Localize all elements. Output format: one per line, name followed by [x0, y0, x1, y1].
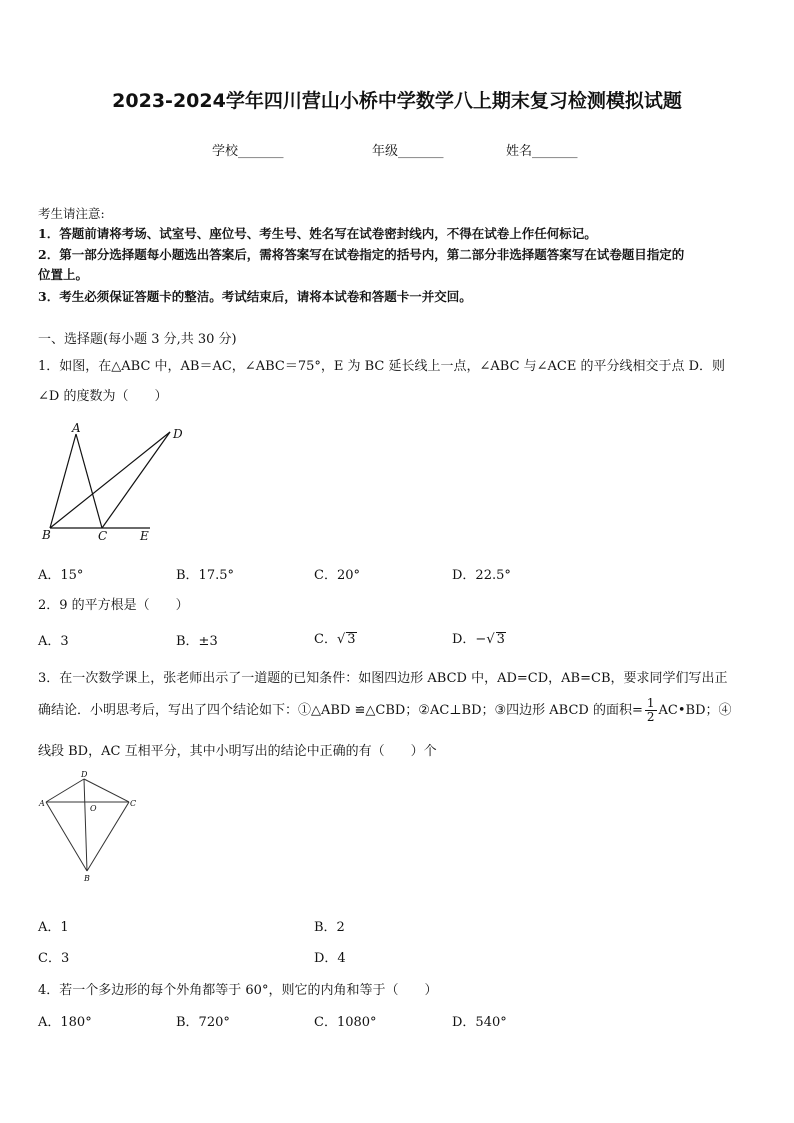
q4-stem: 4．若一个多边形的每个外角都等于 60°，则它的内角和等于（ ）	[38, 983, 438, 998]
segment-cd	[102, 432, 170, 528]
q1-stem-line2: ∠D 的度数为（ ）	[38, 389, 168, 404]
segment-ab	[46, 802, 87, 871]
grade-field: 年级_______	[372, 144, 444, 159]
label-c: C	[98, 529, 108, 543]
segment-ac	[76, 434, 102, 528]
segment-dc	[84, 779, 129, 802]
q3-stem-line2-pre: 确结论．小明思考后，写出了四个结论如下：①△ABD ≌△CBD；②AC⊥BD；③四边形 ABCD 的面积=	[38, 703, 643, 718]
notice-heading: 考生请注意:	[38, 206, 105, 221]
q1-option-a: A．15°	[38, 568, 84, 583]
q3-stem-line3: 线段 BD，AC 互相平分，其中小明写出的结论中正确的有（ ）个	[38, 744, 437, 759]
fraction-denominator: 2	[646, 710, 655, 724]
exam-title: 2023-2024学年四川营山小桥中学数学八上期末复习检测模拟试题	[112, 90, 682, 112]
q2-option-a: A．3	[38, 634, 69, 649]
q3-option-a: A．1	[38, 920, 69, 935]
segment-ad	[46, 779, 84, 802]
q3-stem-line2-post: AC•BD；④	[658, 703, 732, 718]
q1-option-d: D．22.5°	[452, 568, 511, 583]
sqrt-sign-icon: √	[486, 632, 495, 647]
label-d: D	[81, 770, 88, 779]
sqrt-sign-icon: √	[336, 632, 346, 647]
q2-option-b: B．±3	[176, 634, 218, 649]
q3-option-c: C．3	[38, 951, 70, 966]
q2-option-d-prefix: D．−	[452, 632, 487, 647]
fraction-one-half	[645, 697, 657, 724]
q3-option-d: D．4	[314, 951, 346, 966]
q2-option-d	[452, 628, 506, 647]
label-b: B	[84, 874, 90, 883]
q2-option-c-prefix: C．	[314, 632, 337, 647]
segment-bd	[50, 432, 170, 528]
q2-option-d-radicand: 3	[496, 632, 505, 647]
q3-stem-line1: 3．在一次数学课上，张老师出示了一道题的已知条件：如图四边形 ABCD 中，AD=CD，AB=CB，要求同学们写出正	[38, 671, 728, 686]
notice-item-2-cont: 位置上。	[38, 267, 89, 282]
label-e: E	[140, 529, 149, 543]
notice-item-1: 1．答题前请将考场、试室号、座位号、考生号、姓名写在试卷密封线内，不得在试卷上作任何标记。	[38, 226, 597, 241]
label-a: A	[72, 421, 81, 435]
label-o: O	[90, 804, 97, 813]
label-c: C	[130, 799, 137, 808]
q1-stem-line1: 1．如图，在△ABC 中，AB＝AC，∠ABC＝75°，E 为 BC 延长线上一点，∠ABC 与∠ACE 的平分线相交于点 D．则	[38, 359, 726, 374]
q4-option-c: C．1080°	[314, 1015, 377, 1030]
q1-option-b: B．17.5°	[176, 568, 234, 583]
segment-ba	[50, 434, 76, 528]
q3-stem-line2	[38, 697, 732, 724]
q4-option-a: A．180°	[38, 1015, 92, 1030]
label-d: D	[173, 427, 183, 441]
label-a: A	[39, 799, 45, 808]
label-b: B	[42, 528, 51, 542]
q2-stem: 2．9 的平方根是（ ）	[38, 598, 189, 613]
q3-option-b: B．2	[314, 920, 345, 935]
q1-triangle-figure	[38, 418, 198, 548]
q2-option-c	[314, 628, 357, 647]
segment-db	[84, 779, 87, 871]
q4-option-b: B．720°	[176, 1015, 230, 1030]
fraction-numerator: 1	[646, 696, 655, 710]
q3-quadrilateral-figure	[38, 770, 148, 885]
section-heading: 一、选择题(每小题 3 分,共 30 分)	[38, 332, 237, 347]
q4-option-d: D．540°	[452, 1015, 507, 1030]
q1-option-c: C．20°	[314, 568, 360, 583]
notice-item-3: 3．考生必须保证答题卡的整洁。考试结束后，请将本试卷和答题卡一并交回。	[38, 289, 472, 304]
name-field: 姓名_______	[506, 144, 578, 159]
school-field: 学校_______	[212, 144, 284, 159]
q2-option-c-radicand: 3	[347, 632, 356, 647]
notice-item-2: 2．第一部分选择题每小题选出答案后，需将答案写在试卷指定的括号内，第二部分非选择题答案写在试卷题目指定的	[38, 247, 685, 262]
